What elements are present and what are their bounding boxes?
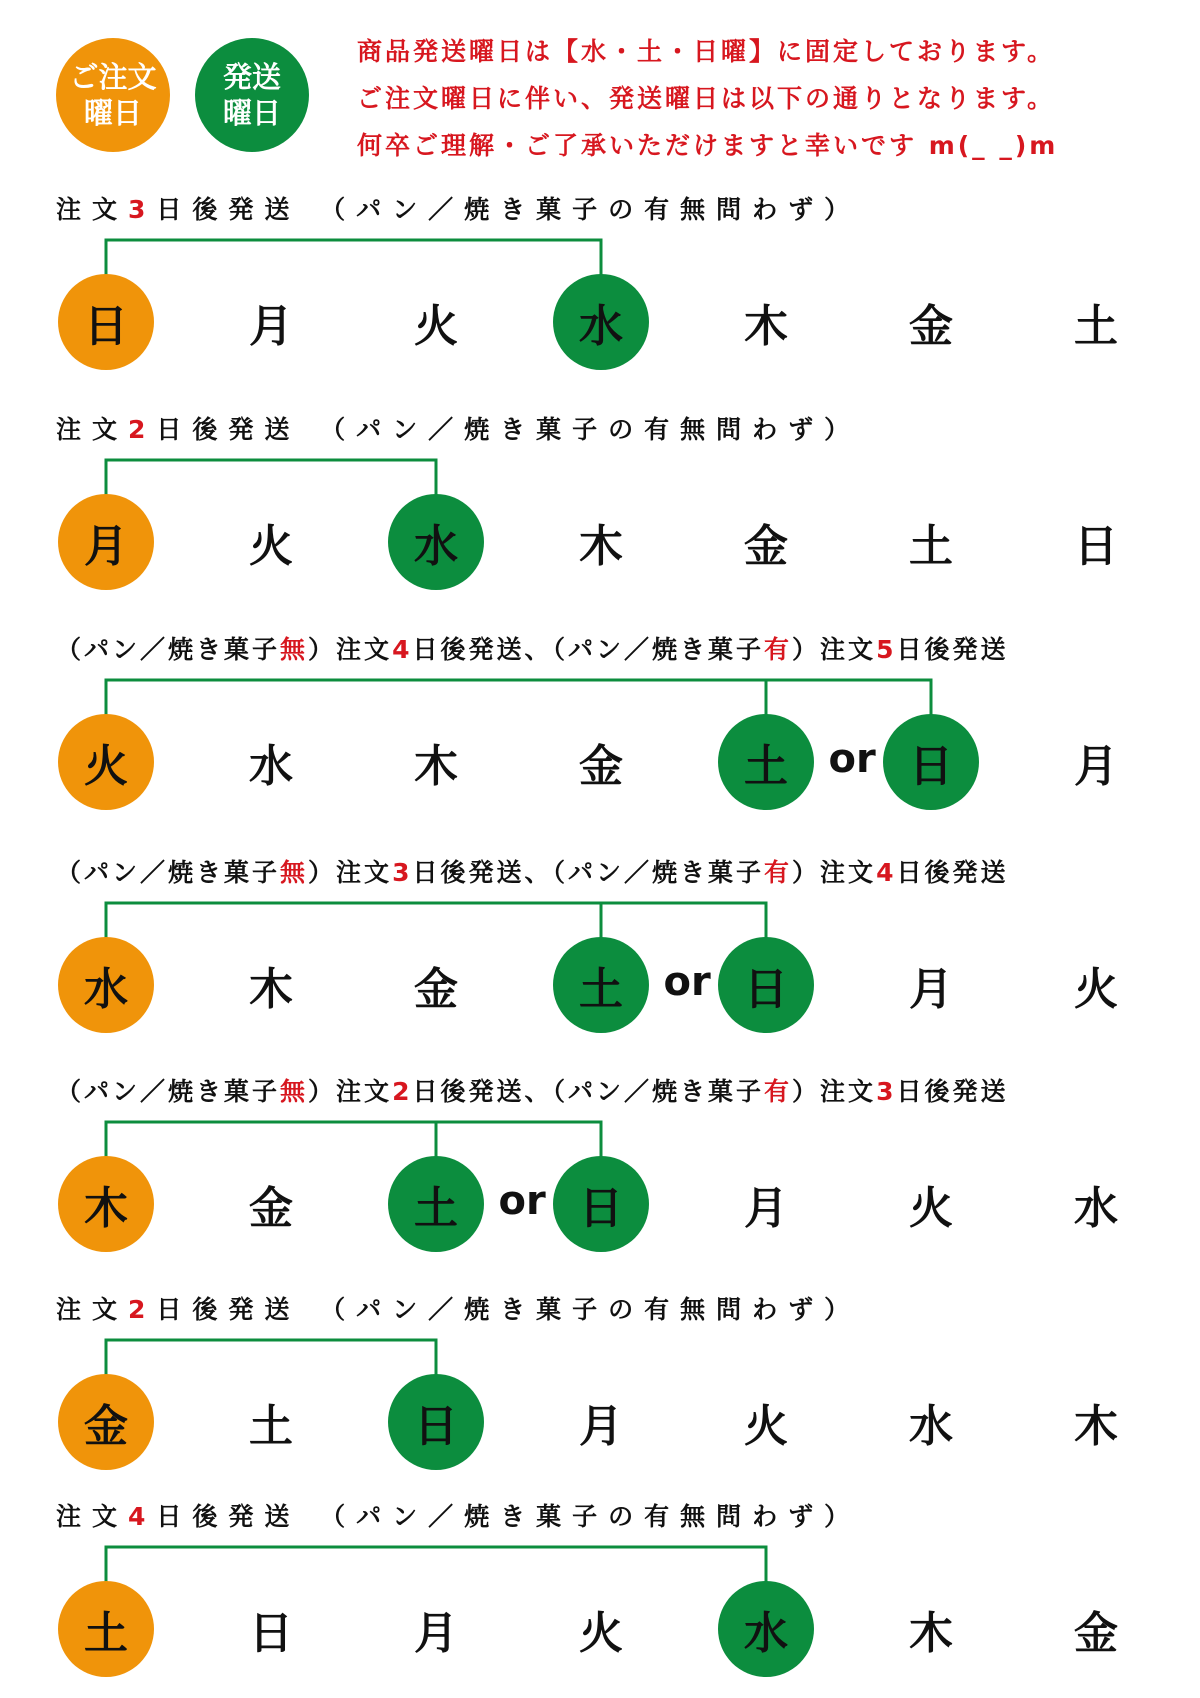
day-order: 月 <box>58 494 154 590</box>
day-plain: 金 <box>744 521 788 572</box>
comma: 、 <box>524 1077 553 1106</box>
day-plain: 火 <box>1074 964 1118 1015</box>
day-plain: 水 <box>909 1401 953 1452</box>
order-legend-line2: 曜日 <box>83 96 142 130</box>
with-word: 有 <box>764 635 793 664</box>
day-order: 火 <box>58 714 154 810</box>
notice-line-1: 商品発送曜日は【水・土・日曜】に固定しております。 <box>357 37 1056 66</box>
day-plain: 火 <box>579 1608 623 1659</box>
ship-legend-line2: 曜日 <box>222 96 281 130</box>
section-label-2 <box>56 410 860 446</box>
days-after-ship: 日後発送 <box>156 415 301 444</box>
day-plain: 月 <box>249 301 293 352</box>
with-prefix: （パン／焼き菓子 <box>552 1077 765 1106</box>
with-suffix: ） <box>792 1077 821 1106</box>
day-plain: 金 <box>909 301 953 352</box>
days-count: 2 <box>128 415 157 444</box>
day-plain: 土 <box>909 521 953 572</box>
days-count: 3 <box>128 195 157 224</box>
ship-day-legend <box>195 38 309 152</box>
days-after-ship: 日後発送 <box>896 858 1009 887</box>
none-prefix: （パン／焼き菓子 <box>56 1077 281 1106</box>
day-plain: 木 <box>744 301 788 352</box>
day-plain: 日 <box>1074 521 1118 572</box>
day-order: 水 <box>58 937 154 1033</box>
days-after-ship: 日後発送 <box>896 1077 1009 1106</box>
order-prefix: 注文 <box>56 415 129 444</box>
notice-line-3: 何卒ご理解・ご了承いただけますと幸いです m(_ _)m <box>357 131 1059 160</box>
day-ship: 日 <box>553 1156 649 1252</box>
day-plain: 火 <box>909 1183 953 1234</box>
days-count-none: 3 <box>392 858 413 887</box>
with-word: 有 <box>764 858 793 887</box>
day-order: 土 <box>58 1581 154 1677</box>
day-plain: 土 <box>249 1401 293 1452</box>
days-after-ship: 日後発送 <box>412 858 525 887</box>
day-plain: 木 <box>579 521 623 572</box>
days-after-ship: 日後発送 <box>412 635 525 664</box>
none-word: 無 <box>280 1077 309 1106</box>
day-ship: 土 <box>553 937 649 1033</box>
with-word: 有 <box>764 1077 793 1106</box>
bracket-line <box>106 1547 766 1585</box>
day-ship: 土 <box>388 1156 484 1252</box>
order-prefix: 注文 <box>820 635 877 664</box>
regardless-note: （パン／焼き菓子の有無問わず） <box>300 415 861 444</box>
days-count-with: 5 <box>876 635 897 664</box>
day-ship: 日 <box>388 1374 484 1470</box>
day-ship: 日 <box>883 714 979 810</box>
ship-legend-line1: 発送 <box>222 59 281 94</box>
days-count-with: 4 <box>876 858 897 887</box>
day-ship: 水 <box>718 1581 814 1677</box>
day-plain: 月 <box>414 1608 458 1659</box>
section-label-5 <box>56 1072 1008 1108</box>
day-plain: 火 <box>414 301 458 352</box>
day-plain: 日 <box>249 1608 293 1659</box>
with-prefix: （パン／焼き菓子 <box>552 858 765 887</box>
bracket-line <box>106 240 601 278</box>
order-legend-line1: ご注文 <box>69 59 157 94</box>
day-plain: 火 <box>744 1401 788 1452</box>
none-word: 無 <box>280 635 309 664</box>
days-after-ship: 日後発送 <box>156 1502 301 1531</box>
day-plain: 土 <box>1074 301 1118 352</box>
day-order: 木 <box>58 1156 154 1252</box>
shipping-notice <box>357 28 1187 169</box>
regardless-note: （パン／焼き菓子の有無問わず） <box>300 1502 861 1531</box>
none-suffix: ） <box>308 635 337 664</box>
day-plain: 月 <box>744 1183 788 1234</box>
none-suffix: ） <box>308 1077 337 1106</box>
day-plain: 金 <box>1074 1608 1118 1659</box>
days-after-ship: 日後発送 <box>412 1077 525 1106</box>
order-prefix: 注文 <box>56 1295 129 1324</box>
none-prefix: （パン／焼き菓子 <box>56 635 281 664</box>
day-plain: 木 <box>414 741 458 792</box>
day-plain: 月 <box>579 1401 623 1452</box>
order-prefix: 注文 <box>820 1077 877 1106</box>
section-label-3 <box>56 630 1008 666</box>
none-suffix: ） <box>308 858 337 887</box>
day-plain: 金 <box>414 964 458 1015</box>
days-after-ship: 日後発送 <box>156 1295 301 1324</box>
order-prefix: 注文 <box>336 1077 393 1106</box>
day-plain: 月 <box>1074 741 1118 792</box>
bracket-line <box>106 680 931 718</box>
day-order: 金 <box>58 1374 154 1470</box>
section-label-4 <box>56 853 1008 889</box>
none-prefix: （パン／焼き菓子 <box>56 858 281 887</box>
days-after-ship: 日後発送 <box>896 635 1009 664</box>
day-plain: 木 <box>1074 1401 1118 1452</box>
regardless-note: （パン／焼き菓子の有無問わず） <box>300 1295 861 1324</box>
or-text: or <box>828 736 876 782</box>
day-plain: 金 <box>249 1183 293 1234</box>
with-suffix: ） <box>792 858 821 887</box>
day-plain: 月 <box>909 964 953 1015</box>
day-plain: 木 <box>909 1608 953 1659</box>
section-label-7 <box>56 1497 860 1533</box>
day-ship: 水 <box>553 274 649 370</box>
notice-line-2: ご注文曜日に伴い、発送曜日は以下の通りとなります。 <box>357 84 1056 113</box>
or-text: or <box>498 1178 546 1224</box>
order-prefix: 注文 <box>56 195 129 224</box>
with-prefix: （パン／焼き菓子 <box>552 635 765 664</box>
order-prefix: 注文 <box>56 1502 129 1531</box>
bracket-line <box>106 1340 436 1378</box>
days-count: 4 <box>128 1502 157 1531</box>
regardless-note: （パン／焼き菓子の有無問わず） <box>300 195 861 224</box>
day-ship: 水 <box>388 494 484 590</box>
comma: 、 <box>524 635 553 664</box>
days-after-ship: 日後発送 <box>156 195 301 224</box>
day-plain: 木 <box>249 964 293 1015</box>
section-label-6 <box>56 1290 860 1326</box>
order-prefix: 注文 <box>336 858 393 887</box>
days-count: 2 <box>128 1295 157 1324</box>
none-word: 無 <box>280 858 309 887</box>
day-plain: 金 <box>579 741 623 792</box>
with-suffix: ） <box>792 635 821 664</box>
day-plain: 水 <box>1074 1183 1118 1234</box>
day-order: 日 <box>58 274 154 370</box>
bracket-line <box>106 1122 601 1160</box>
days-count-none: 4 <box>392 635 413 664</box>
day-plain: 水 <box>249 741 293 792</box>
order-prefix: 注文 <box>336 635 393 664</box>
comma: 、 <box>524 858 553 887</box>
or-text: or <box>663 959 711 1005</box>
day-ship: 日 <box>718 937 814 1033</box>
day-ship: 土 <box>718 714 814 810</box>
bracket-line <box>106 903 766 941</box>
days-count-none: 2 <box>392 1077 413 1106</box>
order-day-legend <box>56 38 170 152</box>
day-plain: 火 <box>249 521 293 572</box>
section-label-1 <box>56 190 860 226</box>
order-prefix: 注文 <box>820 858 877 887</box>
days-count-with: 3 <box>876 1077 897 1106</box>
bracket-line <box>106 460 436 498</box>
